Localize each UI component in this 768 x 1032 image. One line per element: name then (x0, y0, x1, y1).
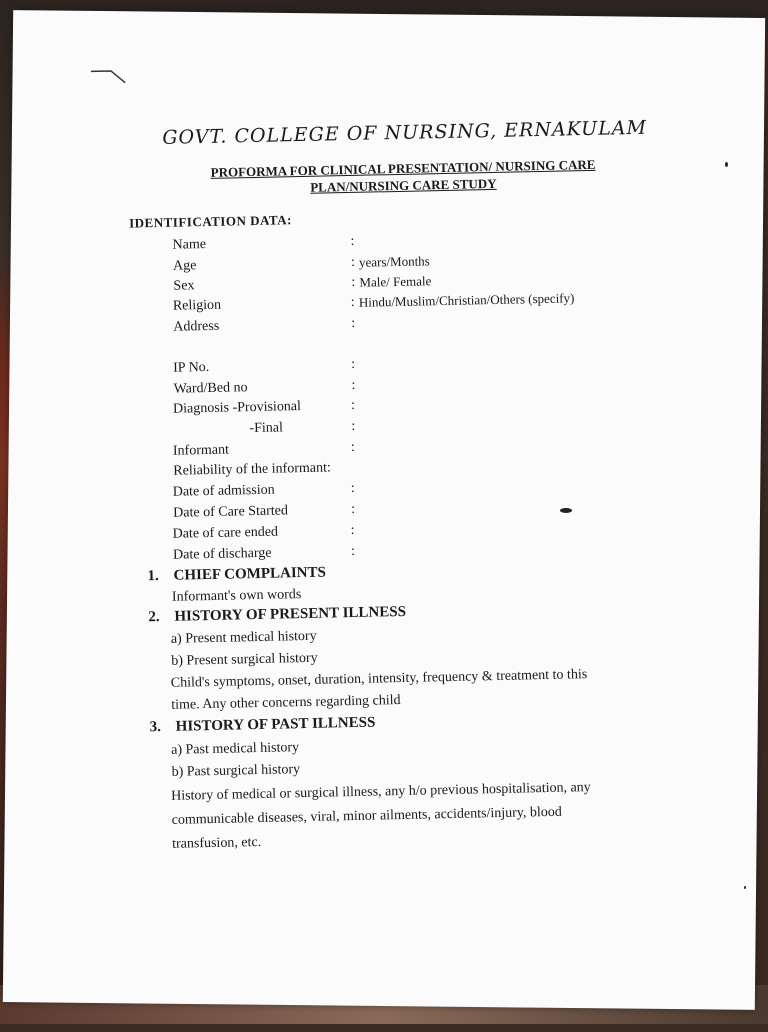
section-line: time. Any other concerns regarding child (171, 693, 401, 713)
field-label: Date of Care Started (173, 503, 289, 521)
field-label: Date of discharge (172, 545, 272, 563)
field-label: Reliability of the informant: (173, 460, 331, 479)
proforma-title (153, 155, 654, 199)
field-colon: : (351, 418, 356, 434)
field-label: Ward/Bed no (173, 380, 248, 397)
ink-smudge (560, 508, 572, 513)
field-colon: : (350, 439, 355, 456)
section-number: 3. (149, 719, 162, 736)
field-label: Diagnosis -Provisional (172, 399, 302, 417)
proforma-title-line1: PROFORMA FOR CLINICAL PRESENTATION/ NURSING CARE (210, 156, 596, 180)
field-label: Sex (173, 278, 195, 294)
proforma-title-line2: PLAN/NURSING CARE STUDY (310, 175, 497, 195)
field-colon: : (351, 377, 356, 393)
section-line: transfusion, etc. (172, 834, 262, 852)
section-line: a) Past medical history (171, 740, 300, 758)
field-colon: : (350, 480, 355, 497)
ink-speck (744, 886, 746, 889)
section-line: b) Past surgical history (171, 762, 301, 780)
section-line: History of medical or surgical illness, any h/o previous hospitalisation, any (170, 780, 591, 804)
field-colon: : (350, 522, 355, 539)
field-label: Religion (172, 297, 222, 314)
section-line: Informant's own words (171, 587, 302, 605)
section-line: b) Present surgical history (171, 650, 318, 669)
field-label: Date of admission (172, 482, 275, 500)
section-past-illness (150, 715, 376, 737)
section-number: 2. (148, 609, 160, 626)
section-line: Child's symptoms, onset, duration, intensity, frequency & treatment to this (170, 667, 588, 691)
field-colon: : (350, 356, 356, 372)
field-colon: : (350, 254, 356, 270)
field-colon: : (350, 294, 355, 310)
field-label: Address (173, 318, 220, 335)
field-label: -Final (249, 420, 284, 437)
field-label: Date of care ended (172, 524, 279, 542)
identification-heading: IDENTIFICATION DATA: (128, 212, 293, 231)
ink-speck (725, 162, 728, 167)
section-title: HISTORY OF PAST ILLNESS (175, 714, 376, 735)
section-number: 1. (147, 568, 159, 585)
section-chief-complaints (147, 565, 326, 586)
section-line: a) Present medical history (170, 628, 317, 647)
field-label: Informant (172, 442, 230, 459)
field-value: Hindu/Muslim/Christian/Others (specify) (358, 290, 575, 310)
field-value: Male/ Female (359, 273, 432, 290)
field-colon: : (351, 501, 356, 518)
field-colon: : (351, 274, 356, 290)
field-colon: : (350, 233, 355, 249)
section-line: communicable diseases, viral, minor ailments, accidents/injury, blood (171, 804, 562, 828)
section-present-illness (148, 604, 406, 626)
field-label: Name (172, 237, 207, 253)
field-colon: : (351, 315, 356, 331)
field-value: years/Months (358, 253, 430, 270)
field-colon: : (350, 397, 356, 414)
section-title: HISTORY OF PRESENT ILLNESS (174, 603, 407, 625)
field-label: Age (172, 258, 197, 274)
section-title: CHIEF COMPLAINTS (173, 564, 327, 584)
field-colon: : (350, 543, 356, 560)
field-label: IP No. (173, 359, 210, 376)
college-name: GOVT. COLLEGE OF NURSING, ERNAKULAM (162, 116, 648, 149)
pen-mark-icon (89, 68, 129, 85)
